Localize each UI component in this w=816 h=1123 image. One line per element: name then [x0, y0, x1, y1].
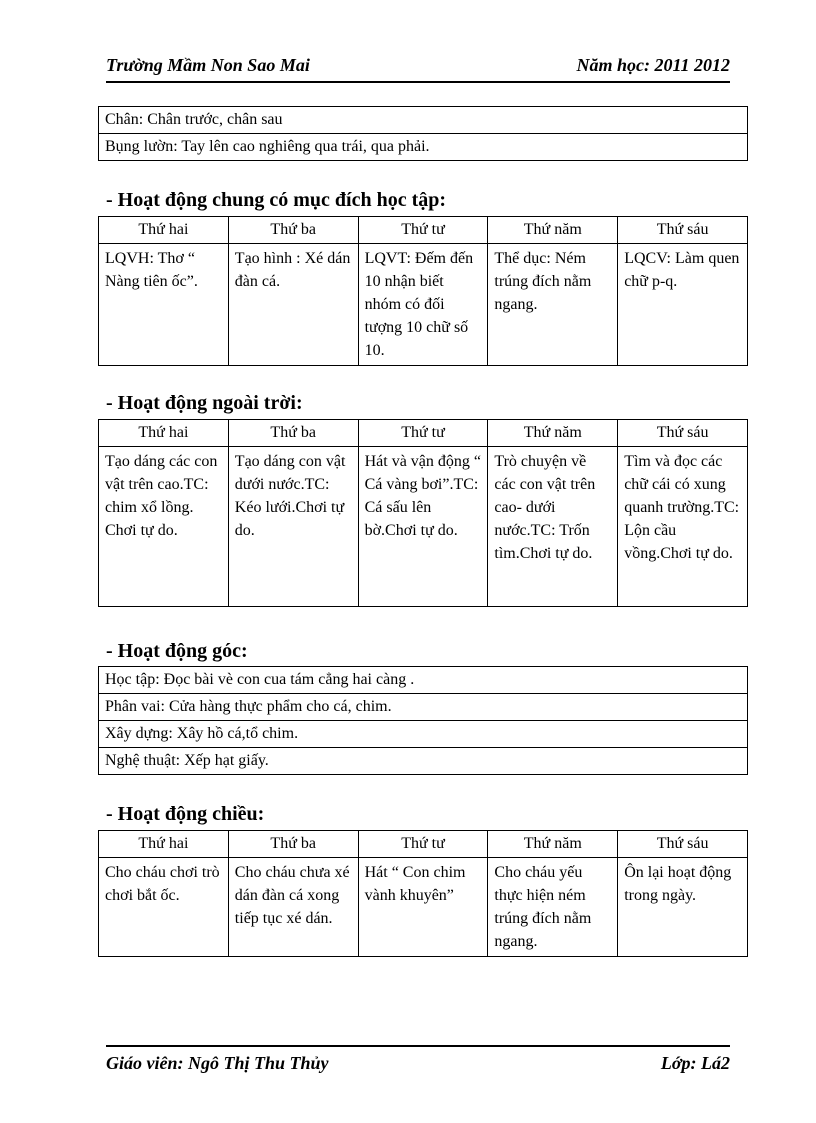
activity-cell: Tìm và đọc các chữ cái có xung quanh trường.TC: Lộn cầu vồng.Chơi tự do.: [618, 447, 748, 607]
section-title-corner: - Hoạt động góc:: [106, 640, 248, 662]
day-header: Thứ hai: [99, 420, 229, 447]
activity-cell: LQVT: Đếm đến 10 nhận biết nhóm có đối tượng 10 chữ số 10.: [358, 244, 488, 366]
day-header: Thứ năm: [488, 217, 618, 244]
activity-cell: Thể dục: Ném trúng đích nằm ngang.: [488, 244, 618, 366]
body-part-row: Chân: Chân trước, chân sau: [99, 107, 748, 134]
school-year: Năm học: 2011 2012: [576, 55, 730, 75]
day-header: Thứ tư: [358, 420, 488, 447]
body-part-row: Bụng lườn: Tay lên cao nghiêng qua trái, qua phải.: [99, 134, 748, 161]
section-title-afternoon: - Hoạt động chiều:: [106, 803, 265, 825]
day-header: Thứ tư: [358, 217, 488, 244]
day-header: Thứ sáu: [618, 831, 748, 858]
day-header: Thứ hai: [99, 831, 229, 858]
day-header: Thứ ba: [228, 217, 358, 244]
school-name: Trường Mầm Non Sao Mai: [106, 55, 310, 75]
outdoor-table: [98, 419, 748, 607]
day-header: Thứ hai: [99, 217, 229, 244]
day-header: Thứ sáu: [618, 217, 748, 244]
body-parts-table: [98, 106, 748, 161]
corner-table: [98, 666, 748, 775]
corner-row: Phân vai: Cửa hàng thực phẩm cho cá, chim.: [99, 694, 748, 721]
activity-cell: Hát và vận động “ Cá vàng bơi”.TC: Cá sấu lên bờ.Chơi tự do.: [358, 447, 488, 607]
activity-cell: LQCV: Làm quen chữ p-q.: [618, 244, 748, 366]
activity-cell: Tạo dáng các con vật trên cao.TC: chim xổ lồng. Chơi tự do.: [99, 447, 229, 607]
activity-cell: LQVH: Thơ “ Nàng tiên ốc”.: [99, 244, 229, 366]
day-header: Thứ năm: [488, 831, 618, 858]
day-header: Thứ tư: [358, 831, 488, 858]
activity-cell: Tạo dáng con vật dưới nước.TC: Kéo lưới.Chơi tự do.: [228, 447, 358, 607]
corner-row: Học tập: Đọc bài vè con cua tám cẳng hai càng .: [99, 667, 748, 694]
activity-cell: Cho cháu yếu thực hiện ném trúng đích nằm ngang.: [488, 858, 618, 957]
corner-row: Xây dựng: Xây hồ cá,tổ chim.: [99, 721, 748, 748]
study-table: [98, 216, 748, 366]
section-title-study: - Hoạt động chung có mục đích học tập:: [106, 189, 447, 211]
activity-cell: Ôn lại hoạt động trong ngày.: [618, 858, 748, 957]
teacher-name: Giáo viên: Ngô Thị Thu Thủy: [106, 1053, 329, 1073]
day-header: Thứ sáu: [618, 420, 748, 447]
activity-cell: Hát “ Con chim vành khuyên”: [358, 858, 488, 957]
page-header: [106, 55, 730, 83]
day-header: Thứ ba: [228, 831, 358, 858]
activity-cell: Trò chuyện về các con vật trên cao- dưới nước.TC: Trốn tìm.Chơi tự do.: [488, 447, 618, 607]
page-footer: [106, 1045, 730, 1073]
activity-cell: Tạo hình : Xé dán đàn cá.: [228, 244, 358, 366]
day-header: Thứ ba: [228, 420, 358, 447]
corner-row: Nghệ thuật: Xếp hạt giấy.: [99, 748, 748, 775]
activity-cell: Cho cháu chưa xé dán đàn cá xong tiếp tục xé dán.: [228, 858, 358, 957]
day-header: Thứ năm: [488, 420, 618, 447]
activity-cell: Cho cháu chơi trò chơi bắt ốc.: [99, 858, 229, 957]
section-title-outdoor: - Hoạt động ngoài trời:: [106, 392, 303, 414]
afternoon-table: [98, 830, 748, 957]
class-name: Lớp: Lá2: [660, 1053, 730, 1073]
